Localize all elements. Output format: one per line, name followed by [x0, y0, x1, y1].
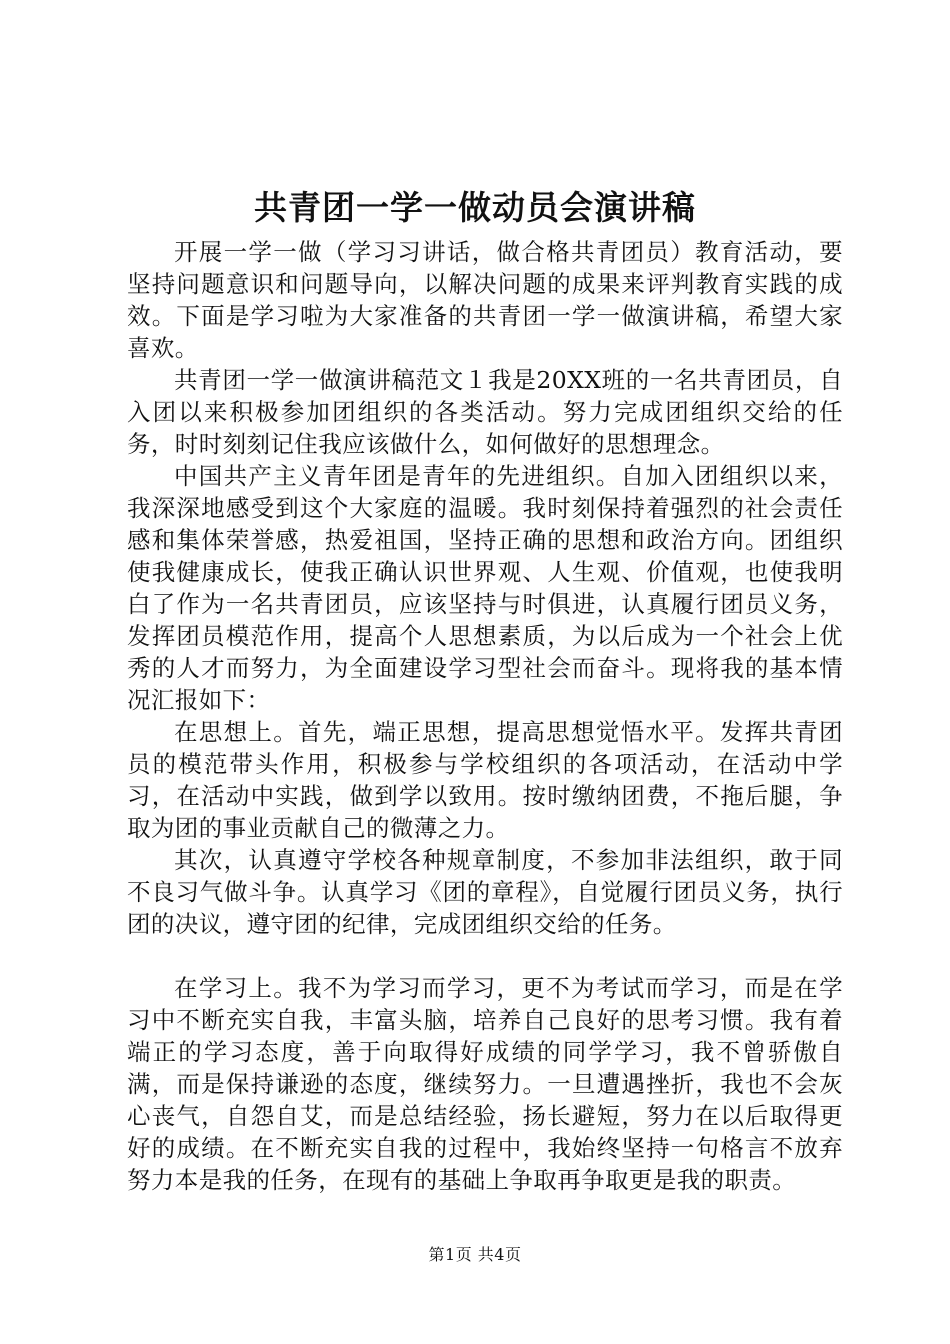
document-title: 共青团一学一做动员会演讲稿 — [254, 188, 696, 227]
paragraph-sample-opening: 共青团一学一做演讲稿范文１我是20XX班的一名共青团员，自入团以来积极参加团组织的各类活动。努力完成团组织交给的任务，时时刻刻记住我应该做什么，如何做好的思想理念。 — [127, 366, 843, 458]
document-body — [127, 236, 843, 1196]
paragraph-ideology: 在思想上。首先，端正思想，提高思想觉悟水平。发挥共青团员的模范带头作用，积极参与学校组织的各项活动，在活动中学习，在活动中实践，做到学以致用。按时缴纳团费，不拖后腿，争取为团的事业贡献自己的微薄之力。 — [127, 718, 843, 842]
page-footer: 第1页 共4页 — [428, 1245, 522, 1264]
paragraph-youth-league: 中国共产主义青年团是青年的先进组织。自加入团组织以来，我深深地感受到这个大家庭的温暖。我时刻保持着强烈的社会责任感和集体荣誉感，热爱祖国，坚持正确的思想和政治方向。团组织使我健康成长，使我正确认识世界观、人生观、价值观，也使我明白了作为一名共青团员，应该坚持与时俱进，认真履行团员义务，发挥团员模范作用，提高个人思想素质，为以后成为一个社会上优秀的人才而努力，为全面建设学习型社会而奋斗。现将我的基本情况汇报如下： — [127, 462, 843, 714]
paragraph-study: 在学习上。我不为学习而学习，更不为考试而学习，而是在学习中不断充实自我，丰富头脑，培养自己良好的思考习惯。我有着端正的学习态度，善于向取得好成绩的同学学习，我不曾骄傲自满，而是保持谦逊的态度，继续努力。一旦遭遇挫折，我也不会灰心丧气，自怨自艾，而是总结经验，扬长避短，努力在以后取得更好的成绩。在不断充实自我的过程中，我始终坚持一句格言不放弃努力本是我的任务，在现有的基础上争取再争取更是我的职责。 — [127, 974, 843, 1194]
paragraph-intro: 开展一学一做（学习习讲话，做合格共青团员）教育活动，要坚持问题意识和问题导向，以解决问题的成果来评判教育实践的成效。下面是学习啦为大家准备的共青团一学一做演讲稿，希望大家喜欢。 — [127, 238, 843, 362]
paragraph-discipline: 其次，认真遵守学校各种规章制度，不参加非法组织，敢于同不良习气做斗争。认真学习《团的章程》，自觉履行团员义务，执行团的决议，遵守团的纪律，完成团组织交给的任务。 — [127, 846, 843, 938]
